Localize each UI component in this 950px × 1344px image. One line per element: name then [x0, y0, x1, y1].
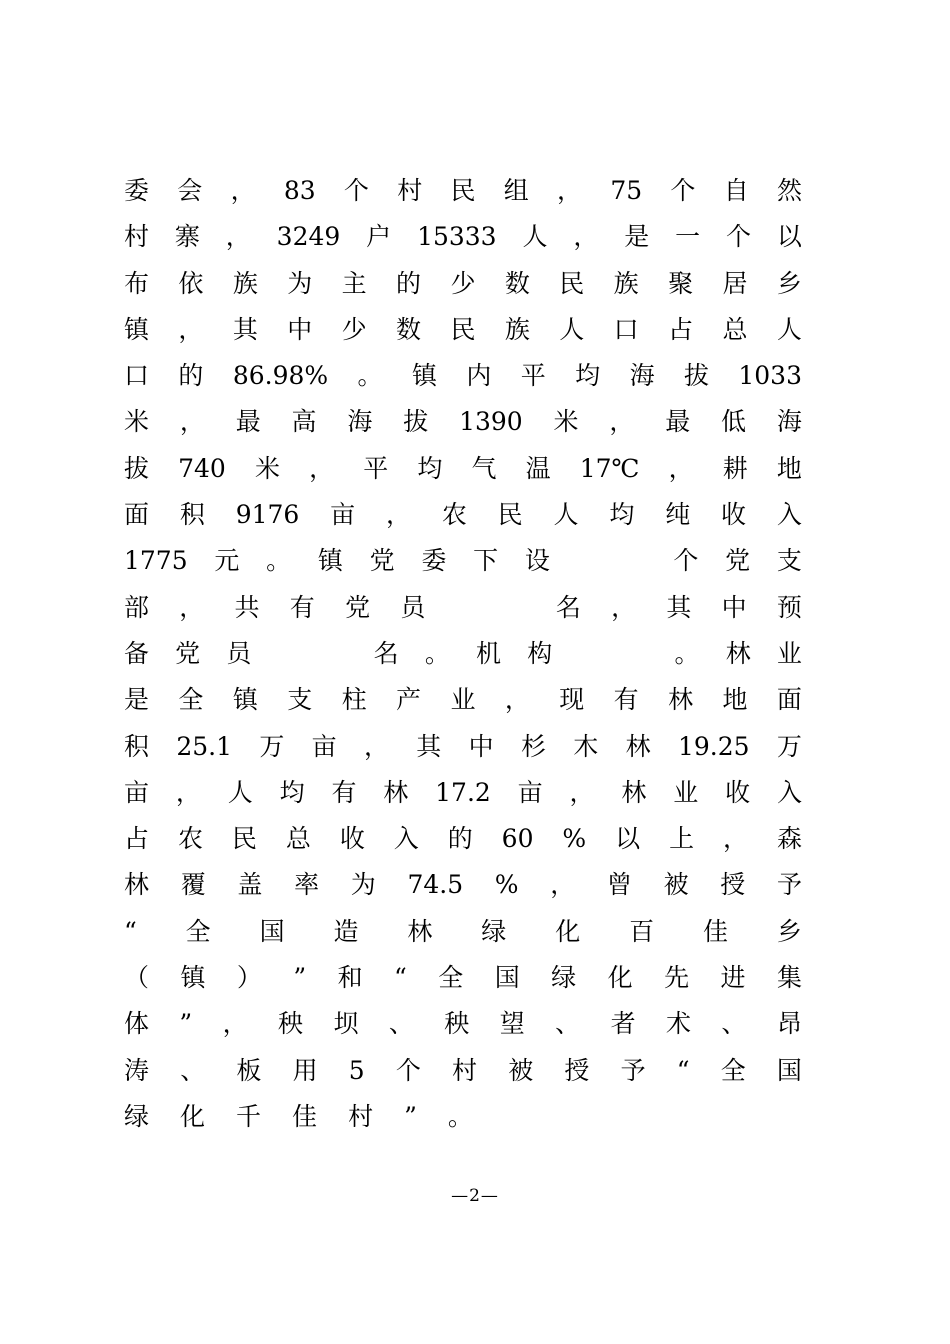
text-token: 亩: [311, 731, 337, 761]
text-token: 自: [723, 176, 749, 205]
text-token: ，: [573, 222, 599, 252]
text-token: 为: [287, 268, 313, 298]
text-token: 绿: [551, 963, 577, 993]
text-token: 的: [178, 361, 204, 391]
text-token: 共: [234, 592, 260, 622]
text-token: 化: [180, 1101, 206, 1131]
text-token: 上: [669, 824, 695, 854]
text-token: 海: [347, 407, 373, 437]
text-token: 有: [289, 592, 315, 622]
text-token: ，: [179, 407, 205, 437]
text-token: 会: [177, 176, 203, 205]
text-token: 被: [508, 1055, 534, 1085]
text-token: 米: [124, 407, 150, 437]
text-token: 化: [607, 963, 633, 993]
text-token: 授: [564, 1055, 590, 1085]
text-token: 率: [294, 870, 320, 900]
text-token: 全: [185, 916, 211, 946]
text-token: 镇: [317, 546, 343, 576]
text-token: 先: [664, 963, 690, 993]
text-token: 农: [441, 500, 467, 530]
text-token: 均: [609, 500, 635, 530]
text-token: ，: [504, 685, 530, 715]
text-token: 人: [559, 314, 585, 344]
text-token: 中: [721, 592, 747, 622]
text-token: 米: [254, 453, 280, 483]
text-token: 乡: [776, 268, 802, 298]
text-token: 林: [668, 685, 694, 715]
text-token: %: [562, 824, 587, 854]
text-token: 数: [504, 268, 530, 298]
text-token: 下: [473, 546, 499, 576]
text-token: 员: [226, 638, 252, 668]
text-token: 一: [675, 222, 701, 252]
text-token: 组: [503, 176, 529, 205]
text-token: 全: [720, 1055, 746, 1085]
text-token: 民: [231, 824, 257, 854]
text-token: 民: [559, 268, 585, 298]
text-token: 。: [447, 1101, 473, 1131]
text-token: 林: [621, 777, 647, 807]
text-token: 平: [520, 361, 546, 391]
text-token: 高: [291, 407, 317, 437]
text-token: 收: [339, 824, 365, 854]
text-line: [124, 1094, 802, 1140]
text-token: 然: [776, 176, 802, 205]
text-token: 收: [721, 500, 747, 530]
text-token: 地: [776, 453, 802, 483]
text-token: 村: [124, 222, 150, 252]
text-token: 构: [527, 638, 553, 668]
text-token: 全: [178, 685, 204, 715]
text-token: 万: [259, 731, 285, 761]
text-token: （: [124, 963, 150, 993]
text-token: 予: [776, 870, 802, 900]
text-token: 收: [725, 777, 751, 807]
text-token: 党: [345, 592, 371, 622]
text-token: 秧: [444, 1009, 470, 1039]
text-token: 望: [499, 1009, 525, 1039]
text-line: [124, 862, 802, 908]
text-token: 主: [341, 268, 367, 298]
text-token: 中: [468, 731, 494, 761]
text-token: 其: [232, 314, 258, 344]
text-token: 国: [259, 916, 285, 946]
text-token: 支: [776, 546, 802, 576]
text-token: 占: [124, 824, 150, 854]
text-token: 。: [424, 638, 450, 668]
text-token: 口: [613, 314, 639, 344]
text-line: [124, 307, 802, 353]
text-token: ，: [385, 500, 411, 530]
text-token: 面: [124, 500, 150, 530]
text-token: 少: [450, 268, 476, 298]
text-token: 国: [776, 1055, 802, 1085]
text-token: 产: [396, 685, 422, 715]
text-token: 盖: [237, 870, 263, 900]
text-token: 拔: [683, 361, 709, 391]
text-token: 数: [396, 314, 422, 344]
text-token: 村: [397, 176, 423, 205]
text-token: 。: [357, 361, 383, 391]
text-token: 1033: [738, 361, 802, 391]
text-token: 人: [553, 500, 579, 530]
text-token: 纯: [665, 500, 691, 530]
text-token: 设: [524, 546, 550, 576]
text-token: 集: [776, 963, 802, 993]
text-token: 其: [416, 731, 442, 761]
text-token: ）: [236, 963, 262, 993]
text-token: 杉: [520, 731, 546, 761]
text-line: [124, 399, 802, 445]
text-token: 总: [285, 824, 311, 854]
text-token: ”: [179, 1009, 193, 1039]
text-token: 林: [383, 777, 409, 807]
text-token: 最: [235, 407, 261, 437]
text-token: 个: [343, 176, 369, 205]
text-token: 、: [721, 1009, 747, 1039]
text-token: 积: [179, 500, 205, 530]
text-token: ，: [668, 453, 694, 483]
text-token: 米: [553, 407, 579, 437]
text-token: 25.1: [176, 731, 232, 761]
text-line: [124, 909, 802, 955]
text-token: 、: [388, 1009, 414, 1039]
text-line: [124, 724, 802, 770]
text-line: [124, 214, 802, 260]
text-token: 镇: [232, 685, 258, 715]
text-token: 布: [124, 268, 150, 298]
text-token: 绿: [481, 916, 507, 946]
text-token: 村: [348, 1101, 374, 1131]
text-token: 均: [279, 777, 305, 807]
text-token: ，: [225, 222, 251, 252]
text-token: 亩: [330, 500, 356, 530]
text-token: 、: [180, 1055, 206, 1085]
text-token: 者: [610, 1009, 636, 1039]
text-token: “: [676, 1055, 690, 1085]
text-token: 60: [501, 824, 534, 854]
text-token: 气: [471, 453, 497, 483]
text-token: 的: [447, 824, 473, 854]
text-line: [124, 955, 802, 1001]
text-token: ，: [179, 592, 205, 622]
text-token: 入: [776, 500, 802, 530]
text-token: 平: [363, 453, 389, 483]
text-token: 5: [348, 1055, 365, 1085]
text-token: 内: [466, 361, 492, 391]
text-token: 亩: [517, 777, 543, 807]
text-token: 民: [450, 176, 476, 205]
text-token: 村: [452, 1055, 478, 1085]
text-token: 现: [559, 685, 585, 715]
text-token: 业: [673, 777, 699, 807]
text-token: 族: [613, 268, 639, 298]
text-token: 地: [722, 685, 748, 715]
text-token: 是: [124, 685, 150, 715]
text-token: 有: [331, 777, 357, 807]
text-token: 授: [720, 870, 746, 900]
text-token: 板: [236, 1055, 262, 1085]
text-token: 进: [720, 963, 746, 993]
text-token: 、: [555, 1009, 581, 1039]
text-line: [124, 1048, 802, 1094]
text-token: 用: [292, 1055, 318, 1085]
text-token: 曾: [606, 870, 632, 900]
text-line: [124, 585, 802, 631]
text-token: 被: [663, 870, 689, 900]
text-line: [124, 446, 802, 492]
text-token: 镇: [180, 963, 206, 993]
text-token: 17.2: [435, 777, 491, 807]
text-token: 乡: [776, 916, 802, 946]
text-line: [124, 631, 802, 677]
text-token: 少: [341, 314, 367, 344]
text-token: 个: [670, 176, 696, 205]
text-token: 万: [776, 731, 802, 761]
text-token: ，: [550, 870, 576, 900]
text-token: 740: [178, 453, 226, 483]
text-token: 拔: [403, 407, 429, 437]
text-token: ，: [363, 731, 389, 761]
text-token: 柱: [341, 685, 367, 715]
text-token: 委: [421, 546, 447, 576]
text-token: 人: [776, 314, 802, 344]
text-token: 党: [725, 546, 751, 576]
text-token: 员: [400, 592, 426, 622]
text-token: 和: [337, 963, 363, 993]
text-token: %: [494, 870, 519, 900]
text-token: 其: [666, 592, 692, 622]
text-token: 农: [177, 824, 203, 854]
text-line: [124, 770, 802, 816]
text-token: 海: [776, 407, 802, 437]
text-token: 。: [266, 546, 292, 576]
text-token: 19.25: [677, 731, 750, 761]
text-token: 15333: [417, 222, 497, 252]
text-token: 名: [555, 592, 581, 622]
text-token: ，: [309, 453, 335, 483]
text-token: 积: [124, 731, 150, 761]
text-token: 温: [525, 453, 551, 483]
text-token: “: [394, 963, 407, 993]
text-token: 千: [236, 1101, 262, 1131]
text-token: 1390: [459, 407, 523, 437]
text-token: 海: [629, 361, 655, 391]
text-line: [124, 261, 802, 307]
text-token: 坝: [333, 1009, 359, 1039]
text-token: 林: [625, 731, 651, 761]
text-token: 个: [673, 546, 699, 576]
text-token: 的: [396, 268, 422, 298]
text-token: 拔: [124, 453, 150, 483]
text-token: 入: [776, 777, 802, 807]
text-line: [124, 168, 802, 214]
text-token: 有: [613, 685, 639, 715]
text-token: 86.98%: [232, 361, 329, 391]
text-line: [124, 353, 802, 399]
text-token: 化: [555, 916, 581, 946]
text-token: 元: [214, 546, 240, 576]
text-token: 人: [522, 222, 548, 252]
text-token: ，: [569, 777, 595, 807]
text-token: 1775: [124, 546, 188, 576]
text-token: ，: [609, 407, 635, 437]
text-line: [124, 1001, 802, 1047]
text-line: [124, 538, 802, 584]
text-token: 75: [610, 176, 643, 205]
text-token: ，: [230, 176, 256, 205]
text-token: 林: [124, 870, 150, 900]
text-token: 人: [227, 777, 253, 807]
text-token: 83: [283, 176, 316, 205]
text-token: 党: [175, 638, 201, 668]
text-token: 木: [573, 731, 599, 761]
text-token: 族: [232, 268, 258, 298]
text-token: 部: [124, 592, 150, 622]
text-token: 体: [124, 1009, 150, 1039]
text-token: 委: [124, 176, 150, 205]
text-token: 以: [615, 824, 641, 854]
text-token: 居: [722, 268, 748, 298]
text-token: 个: [726, 222, 752, 252]
text-token: 预: [776, 592, 802, 622]
text-token: 入: [393, 824, 419, 854]
text-token: 涛: [124, 1055, 150, 1085]
text-token: “: [124, 916, 137, 946]
text-token: ，: [175, 777, 201, 807]
text-token: 族: [504, 314, 530, 344]
text-token: 覆: [180, 870, 206, 900]
text-token: 镇: [411, 361, 437, 391]
text-token: 民: [497, 500, 523, 530]
text-token: 林: [407, 916, 433, 946]
text-token: 依: [178, 268, 204, 298]
text-token: 森: [776, 824, 802, 854]
text-token: 予: [620, 1055, 646, 1085]
text-token: 业: [776, 638, 802, 668]
text-token: 是: [624, 222, 650, 252]
text-token: 占: [668, 314, 694, 344]
text-token: 74.5: [407, 870, 464, 900]
text-token: 民: [450, 314, 476, 344]
text-token: ，: [723, 824, 749, 854]
page-number: —2—: [451, 1186, 499, 1206]
text-token: ”: [404, 1101, 417, 1131]
text-token: 总: [722, 314, 748, 344]
text-line: [124, 492, 802, 538]
text-token: 机: [476, 638, 502, 668]
text-line: [124, 677, 802, 723]
text-token: 绿: [124, 1101, 150, 1131]
text-token: ，: [178, 314, 204, 344]
text-token: 国: [494, 963, 520, 993]
text-token: 党: [369, 546, 395, 576]
text-token: 聚: [668, 268, 694, 298]
text-token: 最: [665, 407, 691, 437]
text-token: 均: [575, 361, 601, 391]
text-token: 口: [124, 361, 150, 391]
text-token: 耕: [722, 453, 748, 483]
text-token: 术: [665, 1009, 691, 1039]
text-token: 个: [395, 1055, 421, 1085]
text-token: 秧: [278, 1009, 304, 1039]
text-token: ，: [222, 1009, 248, 1039]
text-token: 昂: [776, 1009, 802, 1039]
text-token: 林: [725, 638, 751, 668]
text-token: 名: [373, 638, 399, 668]
text-token: ，: [557, 176, 583, 205]
text-token: 3249: [276, 222, 341, 252]
text-token: 9176: [235, 500, 300, 530]
text-token: 百: [629, 916, 655, 946]
text-token: 业: [450, 685, 476, 715]
text-token: 寨: [174, 222, 200, 252]
text-token: 支: [287, 685, 313, 715]
text-token: 均: [417, 453, 443, 483]
text-token: 。: [674, 638, 700, 668]
text-token: 亩: [124, 777, 150, 807]
text-token: 户: [366, 222, 392, 252]
text-token: 低: [721, 407, 747, 437]
text-token: 以: [776, 222, 802, 252]
text-token: 为: [350, 870, 376, 900]
body-text: [124, 168, 802, 1140]
text-token: 造: [333, 916, 359, 946]
text-token: 佳: [703, 916, 729, 946]
text-line: [124, 816, 802, 862]
text-token: ，: [611, 592, 637, 622]
text-token: 面: [776, 685, 802, 715]
text-token: 镇: [124, 314, 150, 344]
text-token: 全: [438, 963, 464, 993]
text-token: 中: [287, 314, 313, 344]
text-token: 备: [124, 638, 150, 668]
text-token: 佳: [292, 1101, 318, 1131]
text-token: 17℃: [579, 453, 640, 483]
text-token: ”: [293, 963, 307, 993]
